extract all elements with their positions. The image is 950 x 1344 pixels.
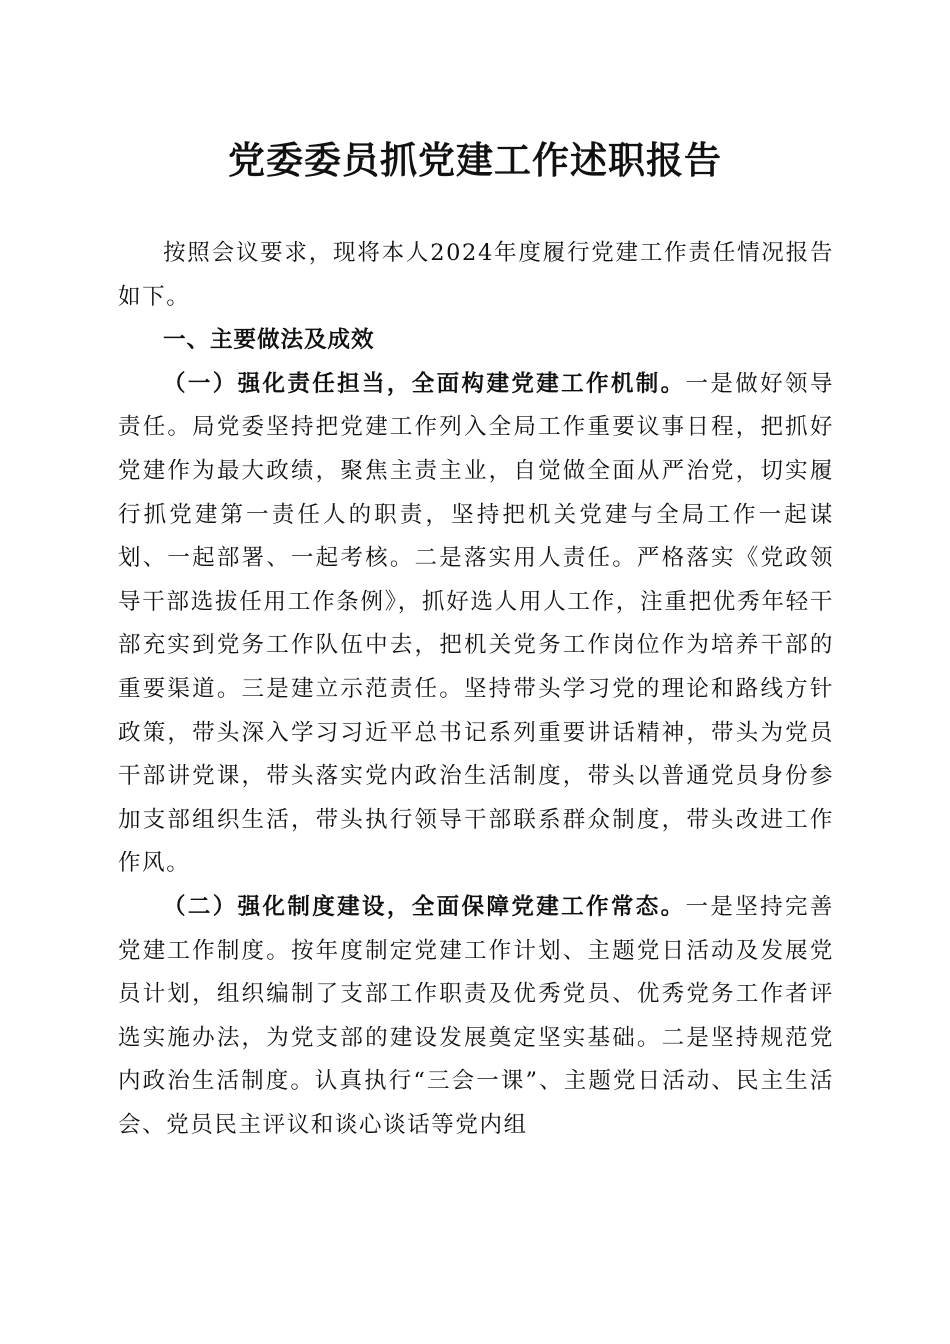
intro-paragraph: 按照会议要求，现将本人2024年度履行党建工作责任情况报告如下。	[118, 240, 834, 310]
paragraph-1-text: 一是做好领导责任。局党委坚持把党建工作列入全局工作重要议事日程，把抓好党建作为最大政绩，聚焦主责主业，自觉做全面从严治党，切实履行抓党建第一责任人的职责，坚持把机关党建与全局工作一起谋划、一起部署、一起考核。二是落实用人责任。严格落实《党政领导干部选拔任用工作条例》，抓好选人用人工作，注重把优秀年轻干部充实到党务工作队伍中去，把机关党务工作岗位作为培养干部的重要渠道。三是建立示范责任。坚持带头学习党的理论和路线方针政策，带头深入学习习近平总书记系列重要讲话精神，带头为党员干部讲党课，带头落实党内政治生活制度，带头以普通党员身份参加支部组织生活，带头执行领导干部联系群众制度，带头改进工作作风。	[118, 370, 834, 877]
section-heading-1: 一、主要做法及成效	[163, 327, 375, 354]
paragraph-2-text: 一是坚持完善党建工作制度。按年度制定党建工作计划、主题党日活动及发展党员计划，组织编制了支部工作职责及优秀党员、优秀党务工作者评选实施办法，为党支部的建设发展奠定坚实基础。二是坚持规范党内政治生活制度。认真执行“三会一课”、主题党日活动、民主生活会、党员民主评议和谈心谈话等党内组	[118, 893, 834, 1138]
document-title: 党委委员抓党建工作述职报告	[228, 138, 722, 182]
paragraph-1-lead: （一）强化责任担当，全面构建党建工作机制。	[163, 370, 686, 397]
paragraph-2	[118, 886, 834, 1148]
paragraph-1	[118, 363, 834, 886]
paragraph-2-lead: （二）强化制度建设，全面保障党建工作常态。	[163, 893, 686, 920]
document-body	[118, 232, 834, 1147]
